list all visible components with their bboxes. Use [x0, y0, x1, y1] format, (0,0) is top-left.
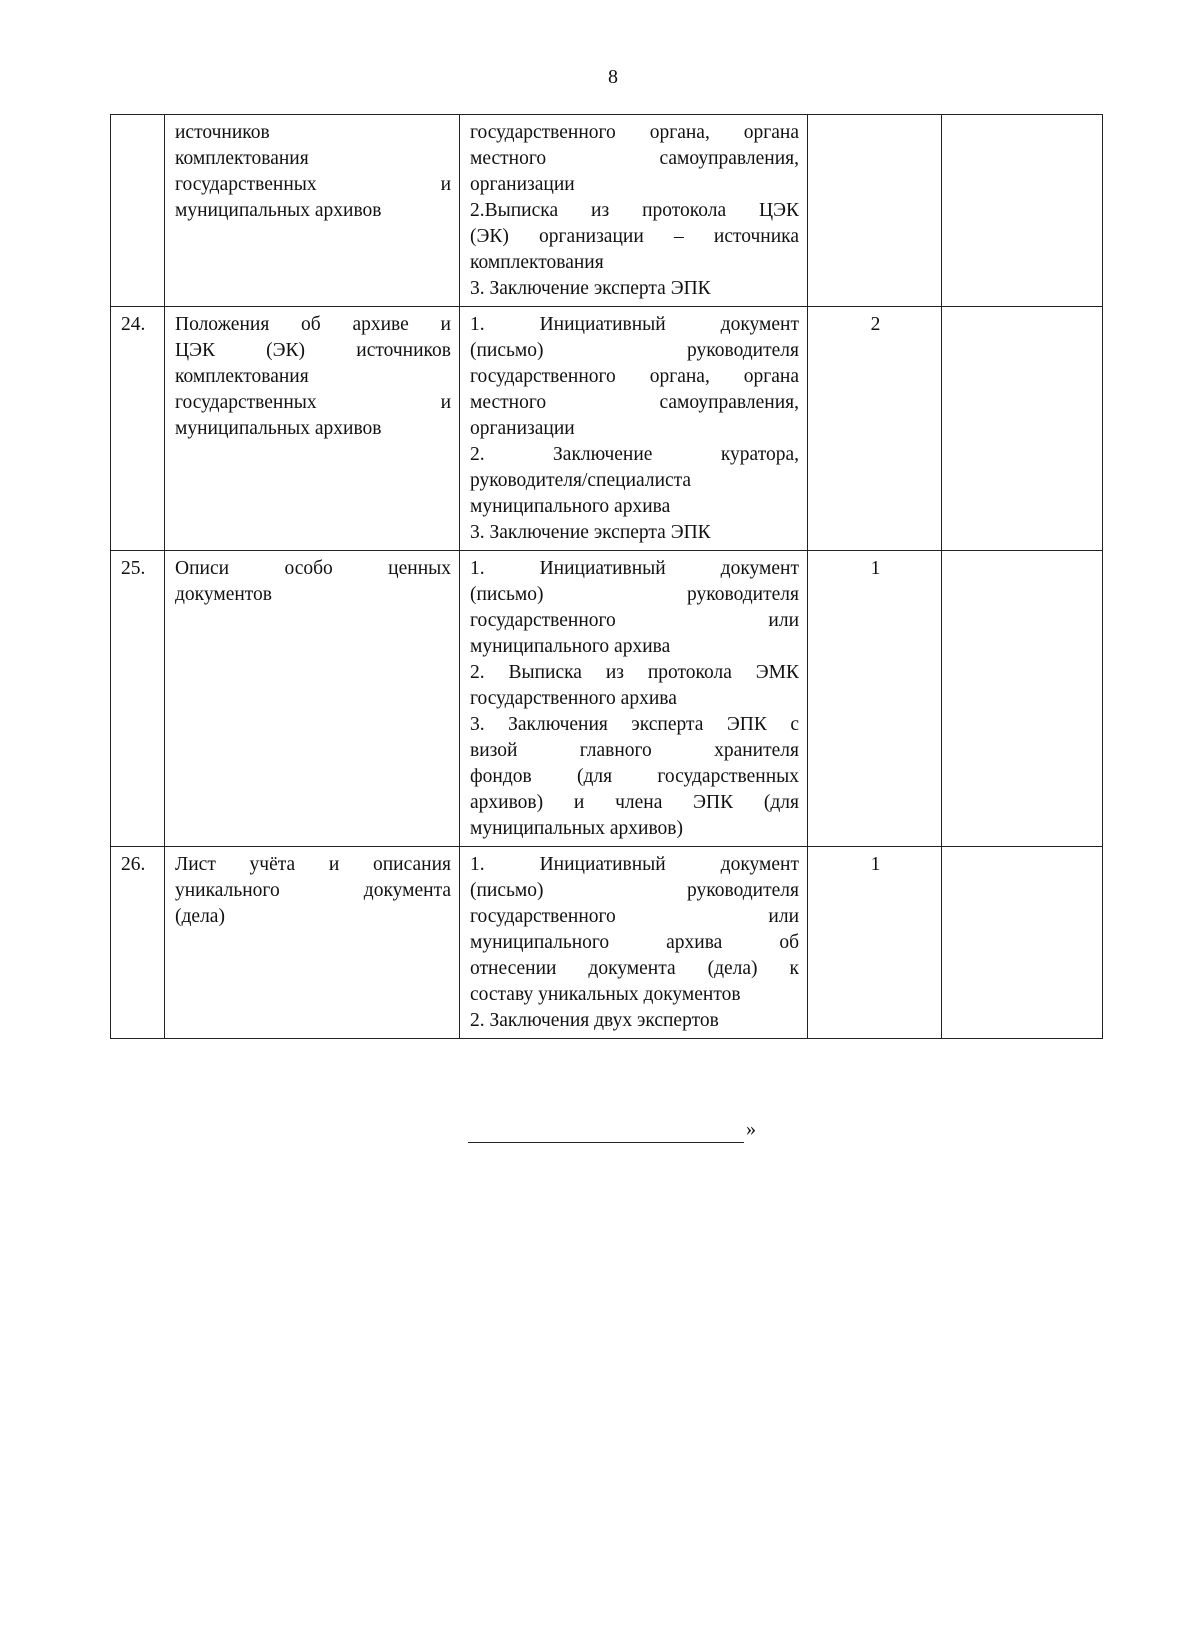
copies-count: 1	[808, 551, 942, 847]
required-documents-line: 2. Заключение куратора,	[470, 444, 799, 465]
closing-rule	[468, 1142, 744, 1143]
required-documents-line: 3. Заключение эксперта ЭПК	[470, 522, 711, 543]
copies-count: 2	[808, 307, 942, 551]
document-name-line: Описи особо ценных	[175, 558, 451, 579]
document-name-line: документов	[175, 584, 273, 605]
required-documents-line: архивов) и члена ЭПК (для	[470, 792, 799, 813]
required-documents-line: 3. Заключения эксперта ЭПК с	[470, 714, 799, 735]
document-name-cell	[165, 551, 460, 847]
required-documents-line: 2. Выписка из протокола ЭМК	[470, 662, 799, 683]
required-documents-line: составу уникальных документов	[470, 984, 741, 1005]
document-name-line: Положения об архиве и	[175, 314, 451, 335]
required-documents-line: муниципальных архивов)	[470, 818, 683, 839]
row-number	[111, 115, 165, 307]
required-documents-line: государственного или	[470, 906, 799, 927]
required-documents-line: 3. Заключение эксперта ЭПК	[470, 278, 711, 299]
required-documents-line: государственного архива	[470, 688, 677, 709]
document-name-line: государственных и	[175, 392, 451, 413]
required-documents-line: отнесении документа (дела) к	[470, 958, 799, 979]
document-name-cell	[165, 307, 460, 551]
required-documents-cell	[460, 115, 808, 307]
required-documents-line: комплектования	[470, 252, 604, 273]
note-cell	[942, 551, 1103, 847]
required-documents-cell	[460, 307, 808, 551]
document-name-line: ЦЭК (ЭК) источников	[175, 340, 451, 361]
document-name-line: комплектования	[175, 148, 309, 169]
note-cell	[942, 115, 1103, 307]
required-documents-line: муниципального архива	[470, 496, 671, 517]
required-documents-cell	[460, 551, 808, 847]
required-documents-line: местного самоуправления,	[470, 392, 799, 413]
required-documents-line: организации	[470, 418, 575, 439]
required-documents-line: 1. Инициативный документ	[470, 854, 799, 875]
table-row	[111, 115, 1103, 307]
document-name-line: государственных и	[175, 174, 451, 195]
required-documents-line: 1. Инициативный документ	[470, 314, 799, 335]
document-name-line: Лист учёта и описания	[175, 854, 451, 875]
document-name-line: муниципальных архивов	[175, 200, 382, 221]
required-documents-line: 2.Выписка из протокола ЦЭК	[470, 200, 799, 221]
required-documents-line: 1. Инициативный документ	[470, 558, 799, 579]
document-name-line: уникального документа	[175, 880, 451, 901]
required-documents-line: государственного или	[470, 610, 799, 631]
required-documents-line: визой главного хранителя	[470, 740, 799, 761]
required-documents-cell	[460, 847, 808, 1039]
document-table	[110, 114, 1103, 1039]
closing-mark	[468, 1118, 768, 1148]
required-documents-line: местного самоуправления,	[470, 148, 799, 169]
required-documents-line: руководителя/специалиста	[470, 470, 692, 491]
row-number: 25.	[111, 551, 165, 847]
required-documents-line: (письмо) руководителя	[470, 340, 799, 361]
table-row	[111, 307, 1103, 551]
required-documents-line: государственного органа, органа	[470, 122, 799, 143]
copies-count: 1	[808, 847, 942, 1039]
document-name-cell	[165, 847, 460, 1039]
required-documents-line: муниципального архива об	[470, 932, 799, 953]
document-name-line: муниципальных архивов	[175, 418, 382, 439]
document-name-line: (дела)	[175, 906, 225, 927]
required-documents-line: (письмо) руководителя	[470, 584, 799, 605]
table-row	[111, 551, 1103, 847]
closing-quote: »	[746, 1118, 756, 1140]
required-documents-line: организации	[470, 174, 575, 195]
row-number: 24.	[111, 307, 165, 551]
table-body	[111, 115, 1103, 1039]
required-documents-line: (ЭК) организации – источника	[470, 226, 799, 247]
required-documents-line: государственного органа, органа	[470, 366, 799, 387]
table-row	[111, 847, 1103, 1039]
note-cell	[942, 847, 1103, 1039]
document-name-line: комплектования	[175, 366, 309, 387]
required-documents-line: 2. Заключения двух экспертов	[470, 1010, 719, 1031]
note-cell	[942, 307, 1103, 551]
required-documents-line: (письмо) руководителя	[470, 880, 799, 901]
page-number: 8	[608, 66, 618, 88]
required-documents-line: муниципального архива	[470, 636, 671, 657]
copies-count	[808, 115, 942, 307]
document-name-line: источников	[175, 122, 270, 143]
document-name-cell	[165, 115, 460, 307]
row-number: 26.	[111, 847, 165, 1039]
required-documents-line: фондов (для государственных	[470, 766, 799, 787]
